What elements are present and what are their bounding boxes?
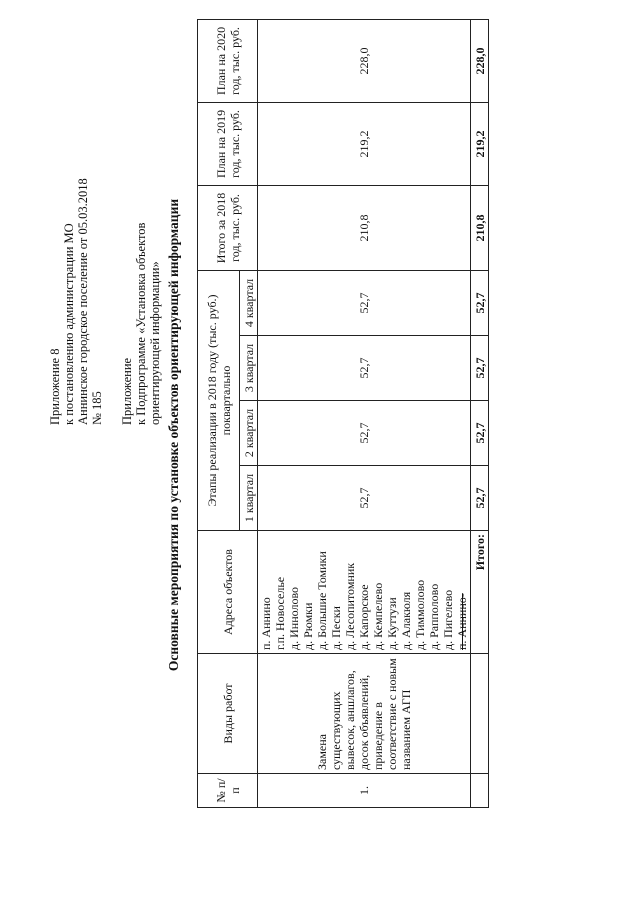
row-q4: 52,7 bbox=[258, 270, 471, 335]
address-item: д. Куттузи bbox=[385, 597, 399, 650]
header-addresses: Адреса объектов bbox=[198, 531, 258, 654]
address-item: п. Аннино bbox=[259, 597, 273, 650]
row-q1: 52,7 bbox=[258, 466, 471, 531]
totals-q1: 52,7 bbox=[471, 466, 489, 531]
table-row bbox=[258, 19, 471, 807]
totals-plan-2020: 228,0 bbox=[471, 19, 489, 102]
address-item: г.п. Новоселье bbox=[273, 576, 287, 650]
row-plan-2019: 219,2 bbox=[258, 102, 471, 185]
decree-reference-line1: к постановлению администрации МО bbox=[62, 223, 76, 425]
row-q3: 52,7 bbox=[258, 336, 471, 401]
row-addresses bbox=[258, 531, 471, 654]
header-plan-2019: План на 2019 год, тыс. руб. bbox=[198, 102, 258, 185]
address-list bbox=[259, 534, 455, 650]
header-stages: Этапы реализации в 2018 году (тыс. руб.) поквартально bbox=[198, 270, 240, 530]
header-num: № п/п bbox=[198, 774, 258, 808]
address-item: д. Кемпелево bbox=[371, 582, 385, 650]
appendix-number: Приложение 8 bbox=[48, 348, 62, 425]
row-work-type: Замена существующих вывесок, аншлагов, досок объявлений, приведение в соответствие с новым названием АГП bbox=[258, 654, 471, 774]
totals-q4: 52,7 bbox=[471, 270, 489, 335]
header-plan-2020: План на 2020 год, тыс. руб. bbox=[198, 19, 258, 102]
totals-2018: 210,8 bbox=[471, 185, 489, 270]
address-item: д. Рюмки bbox=[301, 602, 315, 650]
totals-empty-num bbox=[471, 774, 489, 808]
decree-reference-line3: № 185 bbox=[90, 391, 104, 425]
totals-empty-work bbox=[471, 654, 489, 774]
document-title: Основные мероприятия по установке объектов ориентирующей информации bbox=[166, 198, 181, 672]
program-reference-line2: ориентирующей информации» bbox=[148, 261, 162, 425]
totals-plan-2019: 219,2 bbox=[471, 102, 489, 185]
address-item: д. Иннолово bbox=[287, 586, 301, 650]
totals-q3: 52,7 bbox=[471, 336, 489, 401]
address-item: д. Капорское bbox=[357, 584, 371, 650]
totals-row bbox=[471, 19, 489, 807]
header-work-type: Виды работ bbox=[198, 654, 258, 774]
header-total-2018: Итого за 2018 год, тыс. руб. bbox=[198, 185, 258, 270]
table-header-row bbox=[198, 19, 240, 807]
address-item: д. Пески bbox=[329, 606, 343, 650]
address-item: д. Алакюля bbox=[399, 591, 413, 650]
totals-label: Итого: bbox=[471, 531, 489, 654]
row-q2: 52,7 bbox=[258, 401, 471, 466]
address-item: д. Пигелево bbox=[441, 589, 455, 650]
address-item: д. Рапполово bbox=[427, 583, 441, 650]
address-struck: п. Аннино- bbox=[455, 593, 469, 650]
decree-reference-line2: Аннинское городское поселение от 05.03.2018 bbox=[76, 178, 90, 425]
row-total-2018: 210,8 bbox=[258, 185, 471, 270]
header-q1: 1 квартал bbox=[240, 466, 258, 531]
address-item: д. Тиммолово bbox=[413, 579, 427, 650]
row-num: 1. bbox=[258, 774, 471, 808]
totals-q2: 52,7 bbox=[471, 401, 489, 466]
header-q4: 4 квартал bbox=[240, 270, 258, 335]
measures-table bbox=[197, 19, 489, 808]
appendix-header bbox=[48, 5, 162, 425]
row-plan-2020: 228,0 bbox=[258, 19, 471, 102]
header-q2: 2 квартал bbox=[240, 401, 258, 466]
program-reference-line1: к Подпрограмме «Установка объектов bbox=[134, 222, 148, 425]
sub-appendix-label: Приложение bbox=[120, 357, 134, 425]
address-item: д. Лесопитомник bbox=[343, 562, 357, 650]
header-q3: 3 квартал bbox=[240, 336, 258, 401]
address-item: д. Большие Томики bbox=[315, 551, 329, 650]
